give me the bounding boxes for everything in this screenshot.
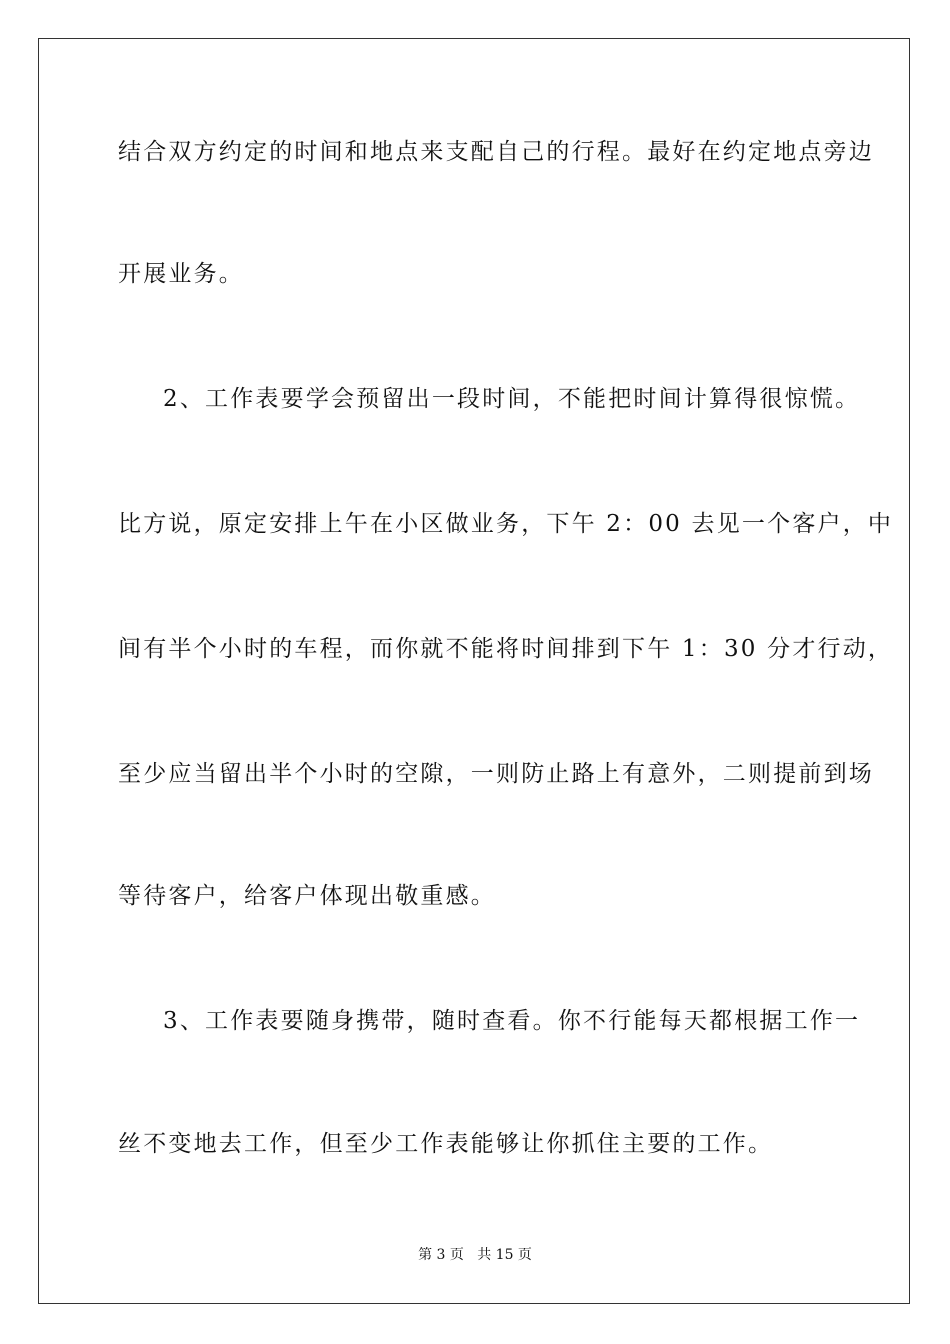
text-line: 丝不变地去工作，但至少工作表能够让你抓住主要的工作。 xyxy=(118,1131,774,1157)
page-border xyxy=(38,38,910,1304)
text-line: 开展业务。 xyxy=(118,261,244,287)
page-footer: 第 3 页 共 15 页 xyxy=(418,1247,532,1263)
text-line: 至少应当留出半个小时的空隙，一则防止路上有意外，二则提前到场 xyxy=(118,761,874,787)
text-line: 3、工作表要随身携带，随时查看。你不行能每天都根据工作一 xyxy=(163,1008,861,1034)
text-line: 等待客户，给客户体现出敬重感。 xyxy=(118,883,496,909)
text-line: 比方说，原定安排上午在小区做业务，下午 2：00 去见一个客户，中 xyxy=(118,511,894,537)
text-line: 2、工作表要学会预留出一段时间，不能把时间计算得很惊慌。 xyxy=(163,386,861,412)
text-line: 结合双方约定的时间和地点来支配自己的行程。最好在约定地点旁边 xyxy=(118,139,874,165)
text-line: 间有半个小时的车程，而你就不能将时间排到下午 1：30 分才行动， xyxy=(118,636,894,662)
